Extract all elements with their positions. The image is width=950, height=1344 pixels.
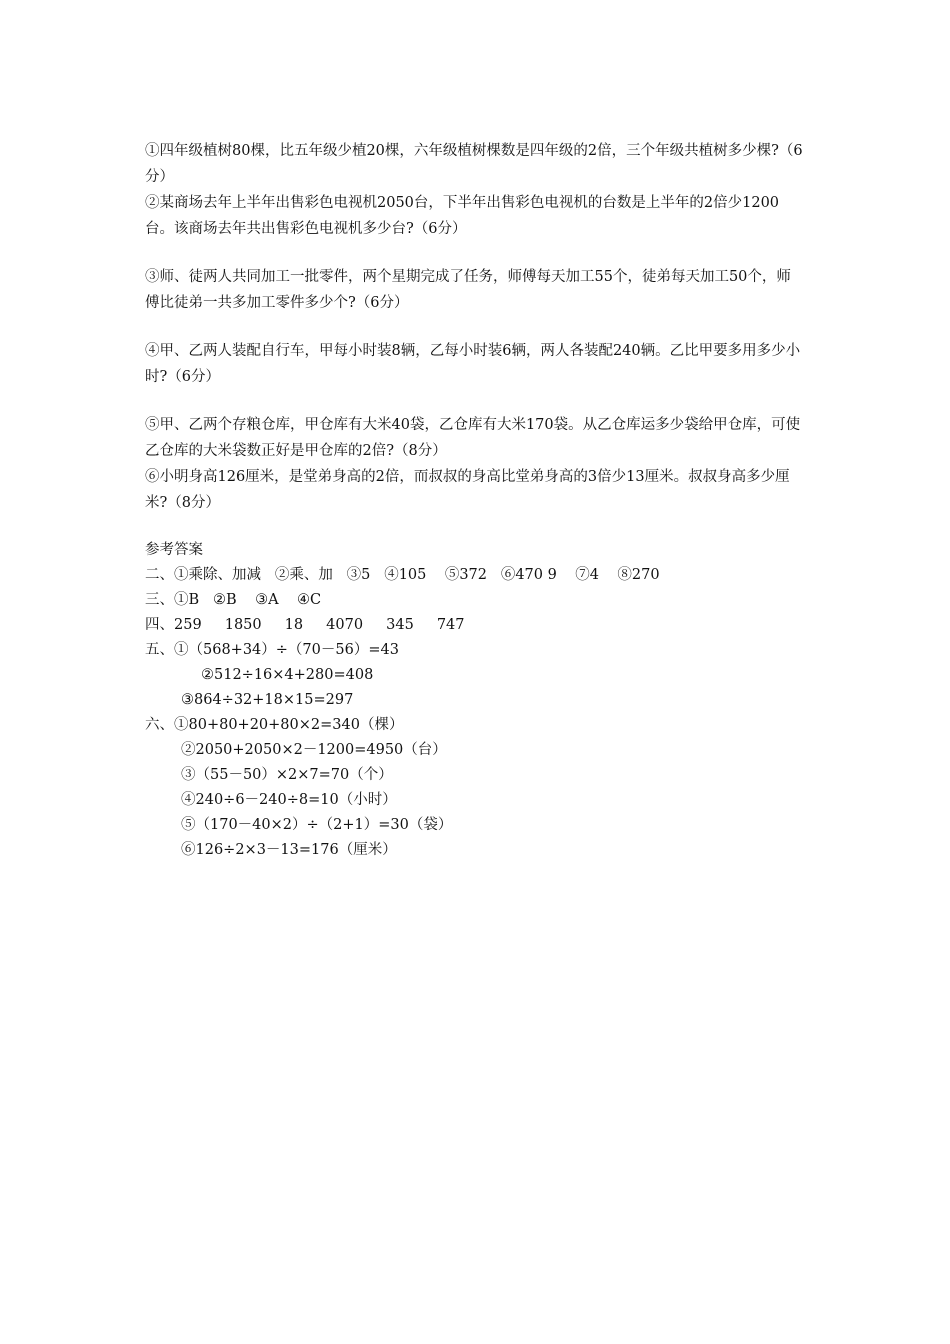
problem-6: ⑥小明身高126厘米，是堂弟身高的2倍，而叔叔的身高比堂弟身高的3倍少13厘米。叔叔身高多少厘米?（8分） — [145, 469, 790, 511]
word-problems-section — [145, 138, 805, 516]
answer-key-section — [145, 538, 805, 863]
answer-line-section-6-q3: ③（55－50）×2×7=70（个） — [181, 767, 393, 783]
spacer — [145, 316, 805, 338]
answer-line-section-6-q5: ⑤（170－40×2）÷（2+1）=30（袋） — [181, 817, 453, 833]
answer-line-section-5-q2: ②512÷16×4+280=408 — [201, 667, 374, 683]
problem-3: ③师、徒两人共同加工一批零件，两个星期完成了任务，师傅每天加工55个，徒弟每天加工50个，师傅比徒弟一共多加工零件多少个?（6分） — [145, 269, 791, 311]
answer-line-section-6-q1: 六、①80+80+20+80×2=340（棵） — [145, 717, 404, 733]
spacer — [145, 390, 805, 412]
spacer — [145, 242, 805, 264]
answer-line-section-6-q2: ②2050+2050×2－1200=4950（台） — [181, 742, 447, 758]
answer-line-section-6-q4: ④240÷6－240÷8=10（小时） — [181, 792, 397, 808]
answer-line-section-4: 四、259 1850 18 4070 345 747 — [145, 617, 465, 633]
problem-1: ①四年级植树80棵，比五年级少植20棵，六年级植树棵数是四年级的2倍，三个年级共植树多少棵?（6分） — [145, 143, 803, 185]
problem-2: ②某商场去年上半年出售彩色电视机2050台，下半年出售彩色电视机的台数是上半年的2倍少1200台。该商场去年共出售彩色电视机多少台?（6分） — [145, 195, 780, 237]
answer-line-section-6-q6: ⑥126÷2×3－13=176（厘米） — [181, 842, 397, 858]
problem-4: ④甲、乙两人装配自行车，甲每小时装8辆，乙每小时装6辆，两人各装配240辆。乙比甲要多用多少小时?（6分） — [145, 343, 801, 385]
answer-line-section-5-q1: 五、①（568+34）÷（70－56）=43 — [145, 642, 399, 658]
answer-line-section-3: 三、①B ②B ③A ④C — [145, 592, 322, 608]
answer-line-section-5-q3: ③864÷32+18×15=297 — [181, 692, 354, 708]
answer-line-section-2: 二、①乘除、加减 ②乘、加 ③5 ④105 ⑤372 ⑥470 9 ⑦4 ⑧270 — [145, 567, 660, 583]
answer-key-title: 参考答案 — [145, 542, 203, 558]
problem-5: ⑤甲、乙两个存粮仓库，甲仓库有大米40袋，乙仓库有大米170袋。从乙仓库运多少袋给甲仓库，可使乙仓库的大米袋数正好是甲仓库的2倍?（8分） — [145, 417, 801, 459]
